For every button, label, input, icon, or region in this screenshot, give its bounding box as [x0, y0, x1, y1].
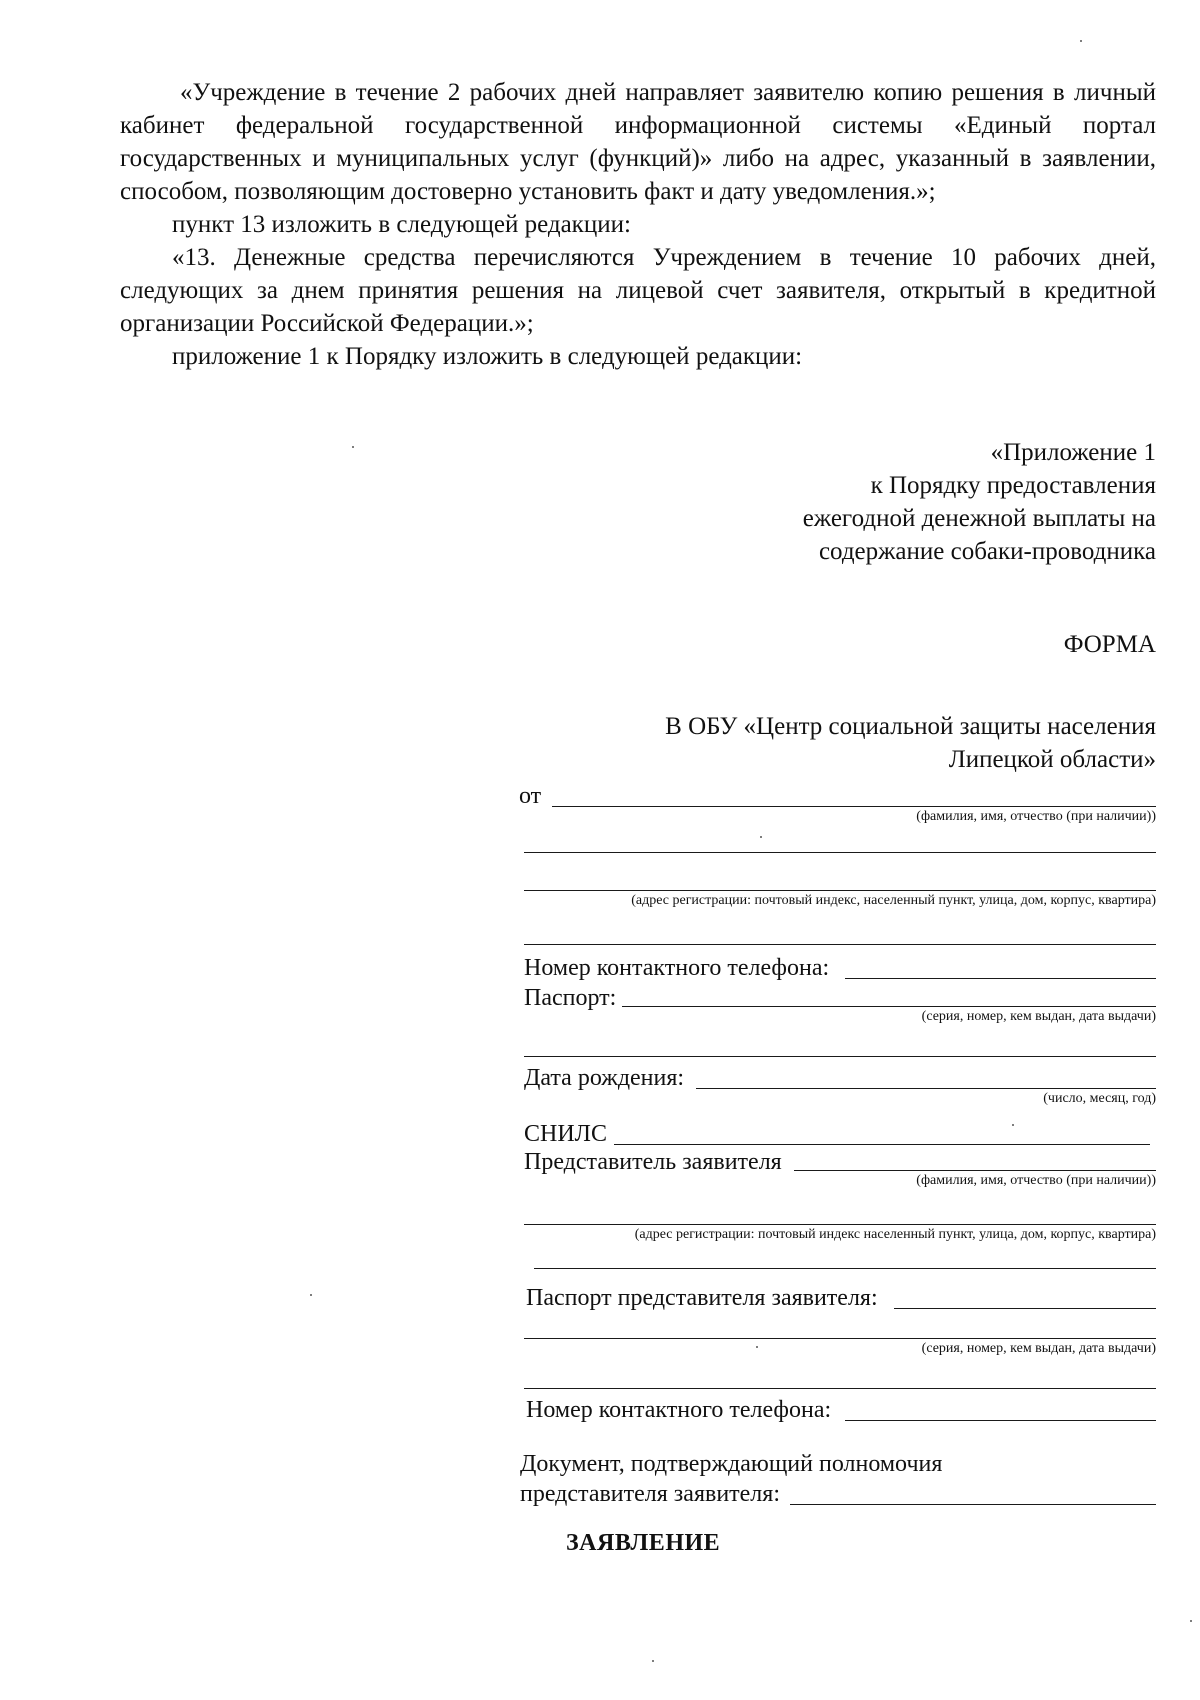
- representative-passport-field[interactable]: [894, 1308, 1156, 1309]
- representative-passport-hint: (серия, номер, кем выдан, дата выдачи): [921, 1341, 1156, 1356]
- paragraph-point-13: «13. Денежные средства перечисляются Учреждением в течение 10 рабочих дней, следующих за днем принятия решения на лицевой счет заявителя, открытый в кредитной организации Российской Федерации.»;: [120, 244, 1156, 337]
- from-label: от: [519, 783, 542, 809]
- addressee-block: [665, 710, 1156, 776]
- addressee-line: Липецкой области»: [948, 746, 1156, 773]
- appendix-line: ежегодной денежной выплаты на: [802, 505, 1156, 532]
- representative-name-field[interactable]: [794, 1170, 1156, 1171]
- statement-title: ЗАЯВЛЕНИЕ: [566, 1530, 721, 1556]
- representative-name-hint: (фамилия, имя, отчество (при наличии)): [916, 1173, 1156, 1188]
- phone-label: Номер контактного телефона:: [524, 955, 830, 981]
- birth-date-label: Дата рождения:: [524, 1065, 685, 1091]
- snils-label: СНИЛС: [524, 1121, 607, 1147]
- representative-address-field-line-2[interactable]: [534, 1268, 1156, 1269]
- form-label: ФОРМА: [1063, 631, 1156, 658]
- scan-speck: [1190, 1620, 1192, 1622]
- paragraph-point-13-intro: пункт 13 изложить в следующей редакции:: [172, 211, 631, 238]
- scan-speck: [760, 836, 762, 838]
- birth-date-hint: (число, месяц, год): [1043, 1091, 1156, 1106]
- representative-phone-label: Номер контактного телефона:: [526, 1397, 832, 1423]
- paragraph-notification: «Учреждение в течение 2 рабочих дней направляет заявителю копию решения в личный кабинет федеральной государственной информационной системы «Единый портал государственных и муниципальных услуг (функций)» либо на адрес, указанный в заявлении, способом, позволяющим достоверно установить факт и дату уведомления.»;: [120, 79, 1156, 205]
- representative-passport-field-line-2[interactable]: [524, 1338, 1156, 1339]
- amendment-text: [120, 76, 1156, 373]
- appendix-line: содержание собаки-проводника: [818, 538, 1156, 565]
- appendix-line: «Приложение 1: [990, 439, 1156, 466]
- address-field-line-3[interactable]: [524, 944, 1156, 945]
- authority-document-label: Документ, подтверждающий полномочия: [520, 1451, 943, 1477]
- address-hint: (адрес регистрации: почтовый индекс, населенный пункт, улица, дом, корпус, квартира): [631, 893, 1156, 908]
- passport-field-line-2[interactable]: [524, 1056, 1156, 1057]
- addressee-line: В ОБУ «Центр социальной защиты населения: [665, 713, 1156, 740]
- scan-speck: [652, 1660, 654, 1662]
- authority-document-label-2: представителя заявителя:: [520, 1481, 780, 1507]
- representative-address-field-line-1[interactable]: [524, 1224, 1156, 1225]
- address-field-line-1[interactable]: [524, 852, 1156, 853]
- from-name-hint: (фамилия, имя, отчество (при наличии)): [916, 809, 1156, 824]
- paragraph-appendix-intro: приложение 1 к Порядку изложить в следующей редакции:: [172, 343, 803, 370]
- birth-date-field[interactable]: [696, 1088, 1156, 1089]
- passport-field[interactable]: [622, 1006, 1156, 1007]
- representative-phone-field[interactable]: [845, 1420, 1156, 1421]
- representative-address-hint: (адрес регистрации: почтовый индекс населенный пункт, улица, дом, корпус, квартира): [634, 1227, 1156, 1242]
- appendix-line: к Порядку предоставления: [870, 472, 1156, 499]
- scan-speck: [310, 1294, 312, 1296]
- scan-speck: [352, 446, 354, 448]
- scan-speck: [1080, 40, 1082, 42]
- scan-speck: [756, 1346, 758, 1348]
- passport-hint: (серия, номер, кем выдан, дата выдачи): [921, 1009, 1156, 1024]
- appendix-header: [803, 436, 1156, 568]
- snils-field[interactable]: [614, 1144, 1150, 1145]
- authority-document-field[interactable]: [790, 1504, 1156, 1505]
- passport-label: Паспорт:: [524, 985, 617, 1011]
- address-field-line-2[interactable]: [524, 890, 1156, 891]
- scan-speck: [1012, 1124, 1014, 1126]
- phone-field[interactable]: [845, 978, 1156, 979]
- representative-passport-label: Паспорт представителя заявителя:: [526, 1285, 878, 1311]
- from-name-field[interactable]: [552, 806, 1156, 807]
- representative-label: Представитель заявителя: [524, 1149, 782, 1175]
- representative-passport-field-line-3[interactable]: [524, 1388, 1156, 1389]
